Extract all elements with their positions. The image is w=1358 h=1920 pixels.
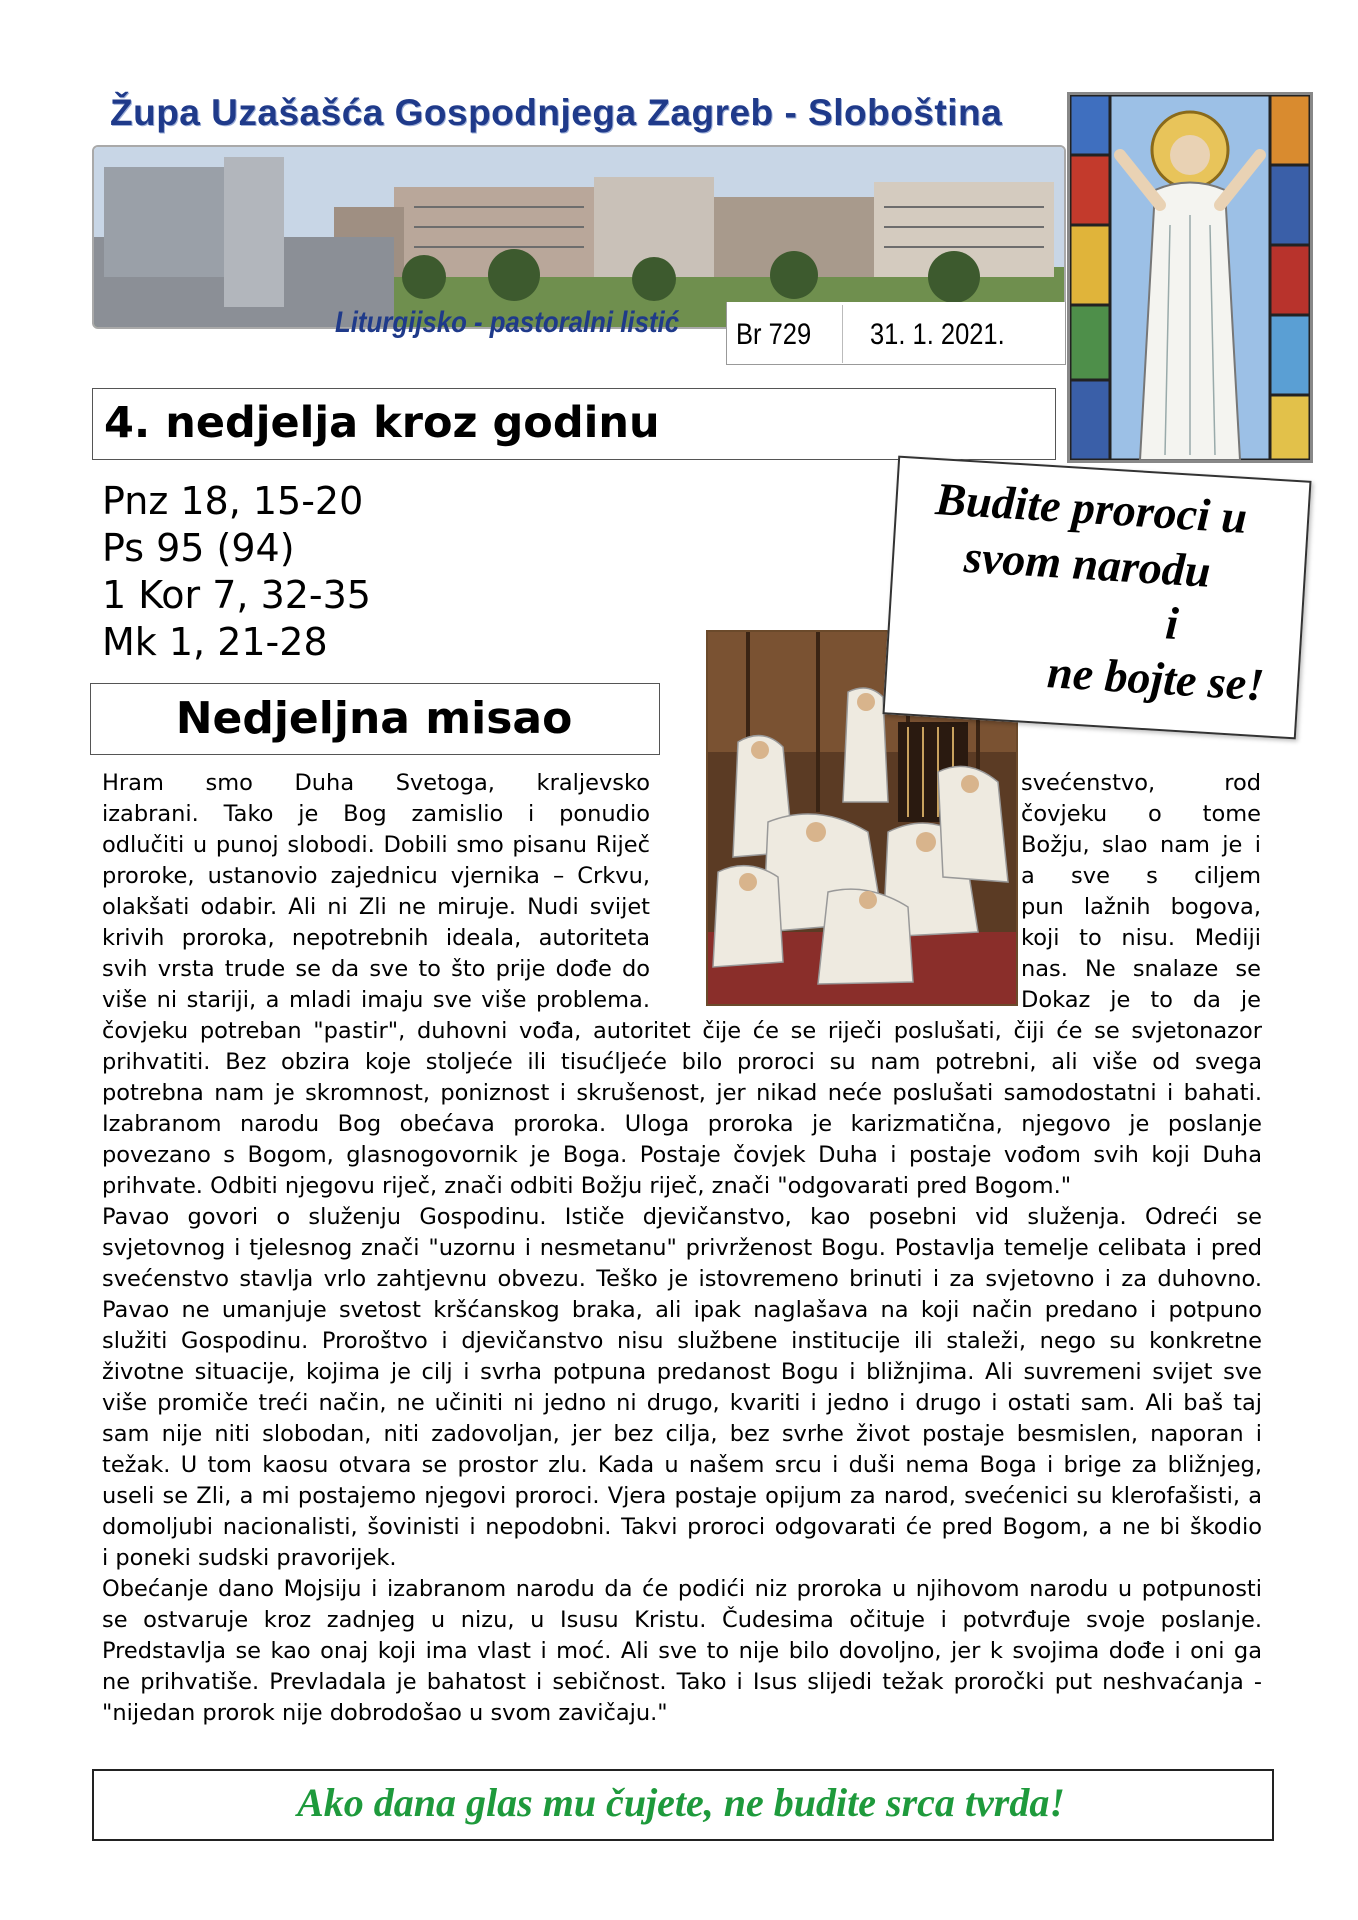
parish-title: Župa Uzašašća Gospodnjega Zagreb - Sloboština — [110, 92, 1003, 133]
issue-number: Br 729 — [736, 318, 812, 351]
text-line: pun lažnih bogova, — [1021, 894, 1261, 920]
footer-quote: Ako dana glas mu čujete, ne budite srca tvrda! — [297, 1780, 1065, 1825]
text-line: se ostvaruje kroz zadnjeg u nizu, u Isusu Kristu. Čudesima očituje i potvrđuje svoje poslanje. — [102, 1607, 1262, 1633]
text-line: životne situacije, kojima je cilj i svrha potpuna predanost Bogu i bližnjima. Ali suvremeni svijet sve — [102, 1359, 1262, 1385]
text-line: proroke, ustanovio zajednicu vjernika – Crkvu, — [102, 863, 650, 889]
text-line: Dokaz je to da je — [1021, 987, 1261, 1013]
text-line: svjetovnog i tjelesnog znači "uzornu i nesmetanu" privrženost Bogu. Postavlja temelje celibata i pred — [102, 1235, 1262, 1261]
text-line: krivih proroka, nepotrebnih ideala, autoriteta — [102, 925, 650, 951]
text-line: prihvatiti. Bez obzira koje stoljeće ili tisućljeće bilo proroci su nam potrebni, ali više od svega — [102, 1049, 1262, 1075]
text-line: potrebna nam je skromnost, poniznost i skrušenost, jer nikad neće poslušati samodostatni i bahati. — [102, 1080, 1262, 1106]
city-skyline-image — [94, 147, 1064, 327]
reading-1: Pnz 18, 15-20 — [102, 479, 364, 523]
text-line: više ni stariji, a mladi imaju sve više problema. — [102, 987, 650, 1013]
issue-date: 31. 1. 2021. — [870, 318, 1005, 351]
text-line: prihvate. Odbiti njegovu riječ, znači odbiti Božju riječ, znači "odgovarati pred Bogom." — [102, 1173, 1072, 1199]
motto-line-4: ne bojte se! — [1045, 646, 1266, 711]
reading-4: Mk 1, 21-28 — [102, 620, 328, 664]
text-line: više promiče treći način, ne učiniti ni jedno ni drugo, kvariti i jedno i drugo i ostati sam. Ali baš taj — [102, 1390, 1262, 1416]
text-line: i poneki sudski pravorijek. — [102, 1545, 397, 1571]
text-line: ne prihvatiše. Prevladala je bahatost i sebičnost. Tako i Isus slijedi težak proročki put neshvaćanja - — [102, 1669, 1262, 1695]
text-line: Hram smo Duha Svetoga, kraljevsko — [102, 770, 650, 796]
text-line: povezano s Bogom, glasnogovornik je Boga. Postaje čovjek Duha i postaje vođom svih koji Duha — [102, 1142, 1262, 1168]
section-title: Nedjeljna misao — [175, 693, 573, 744]
text-line: "nijedan prorok nije dobrodošao u svom zavičaju." — [102, 1700, 668, 1726]
text-line: svećenstvo stavlja vrlo zahtjevnu obvezu. Teško je istovremeno brinuti i za svjetovno i za duhovno. — [102, 1266, 1262, 1292]
stained-glass-image — [1067, 92, 1313, 463]
motto-line-1: Budite proroci u — [934, 473, 1249, 543]
text-line: Božju, slao nam je i — [1021, 832, 1261, 858]
text-line: Obećanje dano Mojsiju i izabranom narodu da će podići niz proroka u njihovom narodu u potpunosti — [102, 1576, 1262, 1602]
text-line: domoljubi nacionalisti, šovinisti i nepodobni. Takvi proroci odgovarati će pred Bogom, a ne bi škodio — [102, 1514, 1262, 1540]
text-line: težak. U tom kaosu otvara se prostor zlu. Kada u našem srcu i duši nema Boga i brige za bližnjeg, — [102, 1452, 1262, 1478]
text-line: izabrani. Tako je Bog zamislio i ponudio — [102, 801, 650, 827]
text-line: sam nije niti slobodan, niti zadovoljan, jer bez cilja, bez svrhe život postaje besmislen, naporan i — [102, 1421, 1262, 1447]
motto-line-3: i — [1164, 597, 1180, 649]
text-line: olakšati odabir. Ali ni Zli ne miruje. Nudi svijet — [102, 894, 650, 920]
motto-line-2: svom narodu — [962, 530, 1213, 597]
motto-card — [882, 456, 1311, 740]
text-line: odlučiti u punoj slobodi. Dobili smo pisanu Riječ — [102, 832, 650, 858]
text-line: a sve s ciljem — [1021, 863, 1261, 889]
text-line: čovjeku potreban "pastir", duhovni vođa, autoritet čije će se riječi poslušati, čiji će se svjetonazor — [102, 1018, 1262, 1044]
text-line: svećenstvo, rod — [1021, 770, 1261, 796]
reading-2: Ps 95 (94) — [102, 526, 295, 570]
text-line: koji to nisu. Mediji — [1021, 925, 1261, 951]
reading-3: 1 Kor 7, 32-35 — [102, 573, 371, 617]
text-line: nas. Ne snalaze se — [1021, 956, 1261, 982]
issue-divider — [842, 305, 843, 363]
text-line: Pavao govori o služenju Gospodinu. Ističe djevičanstvo, kao posebni vid služenja. Odreći se — [102, 1204, 1262, 1230]
text-line: useli se Zli, a mi postajemo njegovi proroci. Vjera postaje opijum za narod, svećenici su klerofašisti, a — [102, 1483, 1262, 1509]
bulletin-subtitle: Liturgijsko - pastoralni listić — [335, 306, 680, 339]
text-line: Izabranom narodu Bog obećava proroka. Uloga proroka je karizmatična, njegovo je poslanje — [102, 1111, 1262, 1137]
text-line: Pavao ne umanjuje svetost kršćanskog braka, ali ipak naglašava na koji način predano i potpuno — [102, 1297, 1262, 1323]
text-line: služiti Gospodinu. Proroštvo i djevičanstvo nisu službene institucije ili staleži, nego su konkretne — [102, 1328, 1262, 1354]
sunday-title: 4. nedjelja kroz godinu — [104, 398, 660, 448]
text-line: svih vrsta trude se da sve to što prije dođe do — [102, 956, 650, 982]
text-line: Predstavlja se kao onaj koji ima vlast i moć. Ali sve to nije bilo dovoljno, jer k svojima dođe i oni ga — [102, 1638, 1262, 1664]
text-line: čovjeku o tome — [1021, 801, 1261, 827]
